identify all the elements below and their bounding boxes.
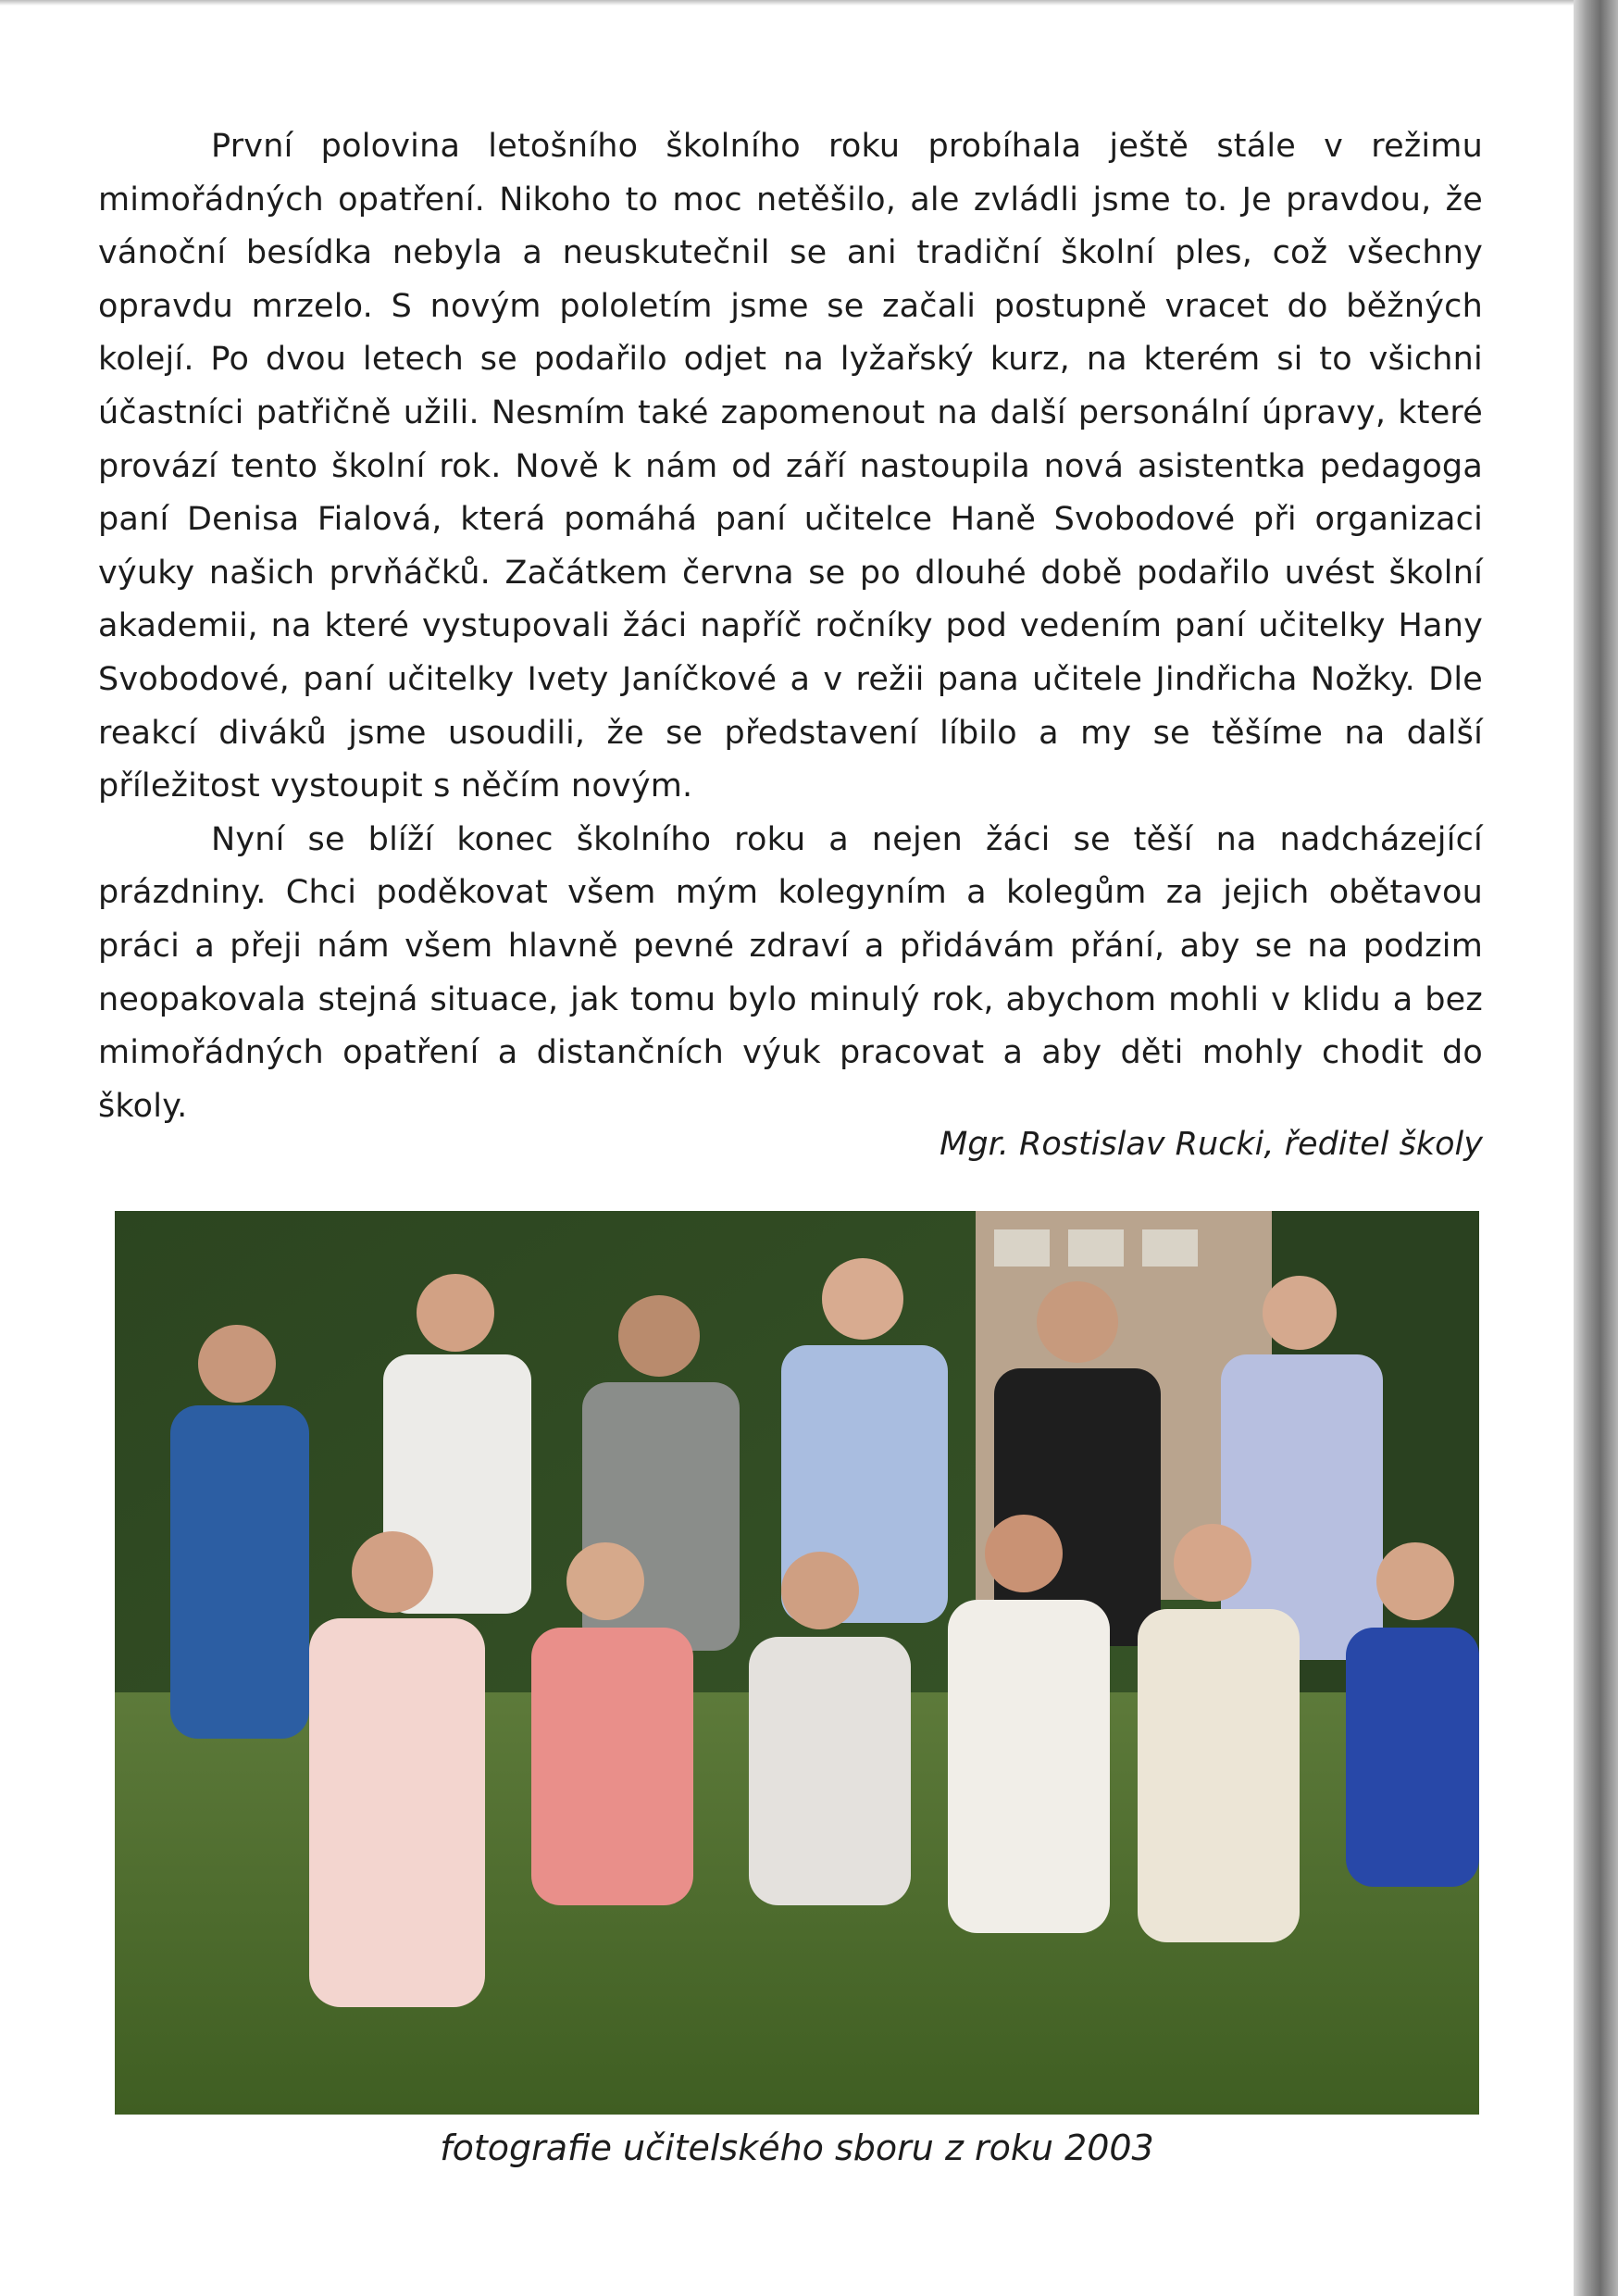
staff-group-photo: [115, 1211, 1479, 2115]
photo-caption: fotografie učitelského sboru z roku 2003: [440, 2128, 1154, 2168]
group-photo-illustration: [115, 1211, 1479, 2115]
paragraph-1: První polovina letošního školního roku probíhala ještě stále v režimu mimořádných opatření. Nikoho to moc netěšilo, ale zvládli jsme to. Je pravdou, že vánoční besídka nebyla a neuskutečnil se ani tradiční školní ples, což všechny opravdu mrzelo. S novým pololetím jsme se začali postupně vracet do běžných kolejí. Po dvou letech se podařilo odjet na lyžařský kurz, na kterém si to všichni účastníci patřičně užili. Nesmím také zapomenout na další personální úpravy, které provází tento školní rok. Nově k nám od září nastoupila nová asistentka pedagoga paní Denisa Fialová, která pomáhá paní učitelce Haně Svobodové při organizaci výuky našich prvňáčků. Začátkem června se po dlouhé době podařilo uvést školní akademii, na které vystupovali žáci napříč ročníky pod vedením paní učitelky Hany Svobodové, paní učitelky Ivety Janíčkové a v režii pana učitele Jindřicha Nožky. Dle reakcí diváků jsme usoudili, že se představení líbilo a my se těšíme na další příležitost vystoupit s něčím novým.: [98, 128, 1483, 805]
article-body: [98, 120, 1483, 1133]
author-signature: Mgr. Rostislav Rucki, ředitel školy: [940, 1126, 1483, 1163]
book-binding-edge: [1574, 0, 1618, 2296]
paragraph-2: Nyní se blíží konec školního roku a nejen žáci se těší na nadcházející prázdniny. Chci poděkovat všem mým kolegyním a kolegům za jejich obětavou práci a přeji nám všem hlavně pevné zdraví a přidávám přání, aby se na podzim neopakovala stejná situace, jak tomu bylo minulý rok, abychom mohli v klidu a bez mimořádných opatření a distančních výuk pracovat a aby děti mohly chodit do školy.: [98, 820, 1483, 1125]
